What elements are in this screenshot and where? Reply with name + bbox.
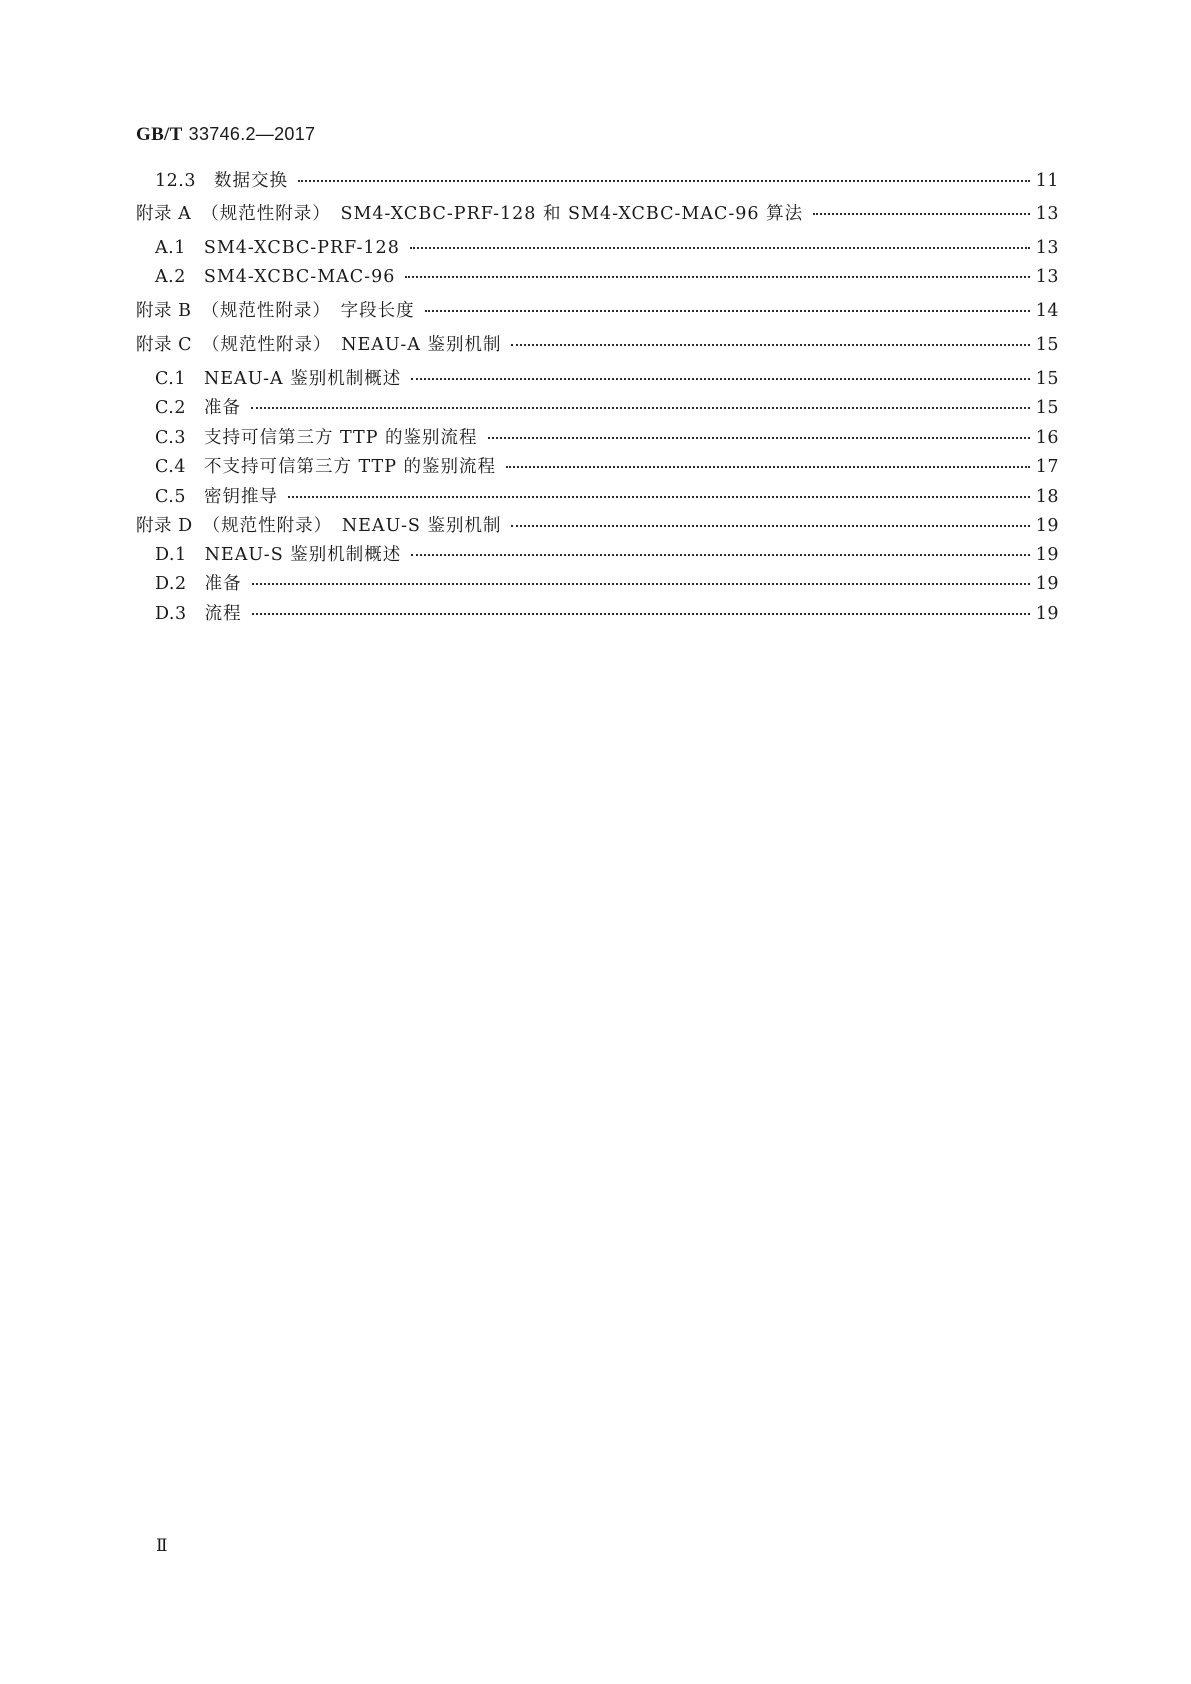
toc-entry-title: （规范性附录） NEAU-S 鉴别机制 xyxy=(202,516,502,536)
toc-dot-leader xyxy=(252,581,1030,585)
toc-entry-number: A.1 xyxy=(155,238,186,258)
toc-entry-title: SM4-XCBC-MAC-96 xyxy=(203,267,396,287)
toc-dot-leader xyxy=(511,342,1029,346)
toc-dot-leader xyxy=(251,405,1030,409)
toc-dot-leader xyxy=(252,611,1030,615)
toc-entry-title: （规范性附录） SM4-XCBC-PRF-128 和 SM4-XCBC-MAC-96 算法 xyxy=(201,204,804,224)
toc-entry-page: 13 xyxy=(1035,267,1059,287)
toc-entry-page: 15 xyxy=(1035,369,1059,389)
toc-entry-title: SM4-XCBC-PRF-128 xyxy=(203,238,400,258)
toc-entry-page: 14 xyxy=(1035,301,1059,321)
toc-entry-page: 19 xyxy=(1035,604,1059,624)
toc-entry-c-4[interactable] xyxy=(155,456,1059,478)
toc-entry-number: C.3 xyxy=(155,428,186,448)
toc-entry-annex-a[interactable] xyxy=(136,203,1059,225)
toc-entry-title: 不支持可信第三方 TTP 的鉴别流程 xyxy=(203,457,497,477)
standard-code-prefix: GB/T xyxy=(136,124,183,145)
page-number-footer: Ⅱ xyxy=(156,1536,168,1556)
toc-entry-c-5[interactable] xyxy=(155,486,1059,508)
toc-dot-leader xyxy=(411,376,1029,380)
toc-entry-title: 准备 xyxy=(203,398,241,418)
toc-entry-a-1[interactable] xyxy=(155,237,1059,259)
toc-dot-leader xyxy=(425,308,1030,312)
toc-entry-d-3[interactable] xyxy=(155,603,1059,625)
toc-entry-number: 附录 A xyxy=(136,204,192,224)
toc-entry-page: 19 xyxy=(1035,574,1059,594)
toc-entry-number: C.2 xyxy=(155,398,186,418)
toc-dot-leader xyxy=(411,552,1029,556)
toc-entry-title: 密钥推导 xyxy=(203,487,278,507)
toc-entry-number: 附录 C xyxy=(136,335,192,355)
toc-dot-leader xyxy=(488,435,1030,439)
toc-entry-title: （规范性附录） NEAU-A 鉴别机制 xyxy=(201,335,502,355)
toc-entry-d-2[interactable] xyxy=(155,573,1059,595)
toc-entry-number: 附录 B xyxy=(136,301,192,321)
toc-entry-page: 19 xyxy=(1035,545,1059,565)
toc-entry-number: D.2 xyxy=(155,574,187,594)
toc-dot-leader xyxy=(288,494,1030,498)
toc-dot-leader xyxy=(298,178,1030,182)
toc-dot-leader xyxy=(511,523,1029,527)
toc-dot-leader xyxy=(405,274,1029,278)
toc-entry-a-2[interactable] xyxy=(155,266,1059,288)
toc-entry-title: （规范性附录） 字段长度 xyxy=(201,301,415,321)
toc-entry-c-3[interactable] xyxy=(155,427,1059,449)
toc-entry-annex-d[interactable] xyxy=(136,515,1059,537)
toc-entry-number: 附录 D xyxy=(136,516,193,536)
toc-entry-page: 17 xyxy=(1035,457,1059,477)
toc-entry-annex-b[interactable] xyxy=(136,300,1059,322)
toc-entry-page: 11 xyxy=(1035,171,1059,191)
toc-entry-number: A.2 xyxy=(155,267,186,287)
toc-entry-title: NEAU-A 鉴别机制概述 xyxy=(203,369,402,389)
toc-dot-leader xyxy=(506,464,1030,468)
toc-entry-page: 13 xyxy=(1035,204,1059,224)
toc-entry-page: 16 xyxy=(1035,428,1059,448)
toc-entry-number: D.1 xyxy=(155,545,187,565)
toc-entry-number: C.5 xyxy=(155,487,186,507)
toc-entry-number: C.4 xyxy=(155,457,186,477)
toc-entry-page: 19 xyxy=(1035,516,1059,536)
toc-entry-page: 18 xyxy=(1035,487,1059,507)
toc-dot-leader xyxy=(410,245,1030,249)
toc-entry-number: D.3 xyxy=(155,604,187,624)
toc-entry-page: 15 xyxy=(1035,398,1059,418)
toc-entry-c-2[interactable] xyxy=(155,397,1059,419)
toc-entry-title: 流程 xyxy=(204,604,242,624)
toc-entry-c-1[interactable] xyxy=(155,368,1059,390)
toc-dot-leader xyxy=(813,211,1030,215)
toc-entry-d-1[interactable] xyxy=(155,544,1059,566)
toc-entry-title: 准备 xyxy=(204,574,242,594)
toc-entry-title: 数据交换 xyxy=(213,171,288,191)
standard-code-number: 33746.2—2017 xyxy=(188,124,316,144)
toc-entry-title: 支持可信第三方 TTP 的鉴别流程 xyxy=(203,428,478,448)
toc-entry-12-3[interactable] xyxy=(155,170,1059,192)
toc-entry-number: C.1 xyxy=(155,369,186,389)
toc-entry-number: 12.3 xyxy=(155,171,196,191)
toc-entry-page: 13 xyxy=(1035,238,1059,258)
toc-entry-title: NEAU-S 鉴别机制概述 xyxy=(204,545,402,565)
toc-entry-annex-c[interactable] xyxy=(136,334,1059,356)
toc-entry-page: 15 xyxy=(1035,335,1059,355)
